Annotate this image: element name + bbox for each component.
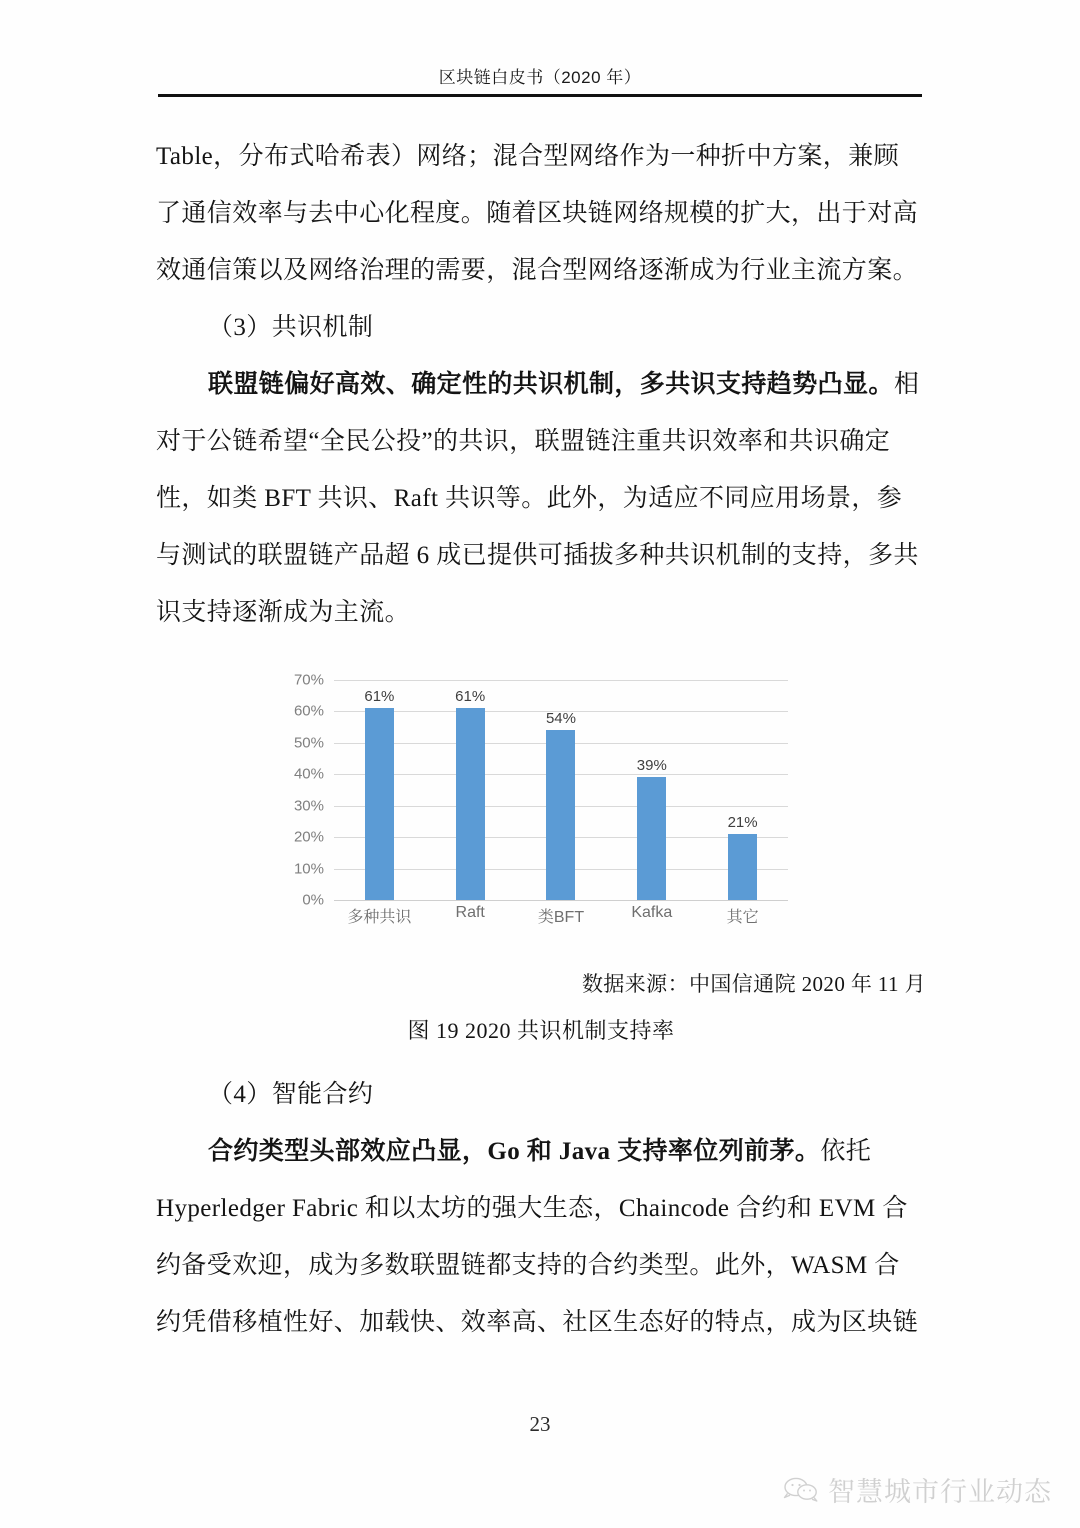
chart-bar-slot xyxy=(606,680,697,900)
running-header xyxy=(158,68,922,97)
chart-bar-slot xyxy=(334,680,425,900)
wechat-icon xyxy=(783,1476,819,1504)
chart-bar-slot xyxy=(516,680,607,900)
paragraph-line xyxy=(156,1123,926,1180)
paragraph-line: 效通信策以及网络治理的需要，混合型网络逐渐成为行业主流方案。 xyxy=(156,257,919,284)
chart-gridline xyxy=(334,900,788,901)
chart-bar xyxy=(456,708,485,900)
figure-chart xyxy=(286,672,794,940)
chart-y-tick-label: 0% xyxy=(302,891,324,909)
chart-y-axis xyxy=(286,671,328,909)
chart-bar-slot xyxy=(697,680,788,900)
section-heading-3: （3）共识机制 xyxy=(208,314,374,341)
chart-x-axis xyxy=(334,904,788,927)
chart-bar-value-label: 61% xyxy=(364,688,395,706)
bold-lead-text: 联盟链偏好高效、确定性的共识机制，多共识支持趋势凸显。 xyxy=(208,371,894,398)
header-divider xyxy=(158,94,922,97)
paragraph-line: 对于公链希望“全民公投”的共识，联盟链注重共识效率和共识确定 xyxy=(156,428,891,455)
chart-y-tick-label: 50% xyxy=(293,734,324,752)
chart-plot-area xyxy=(334,680,788,900)
chart-x-tick-label: 多种共识 xyxy=(347,909,412,926)
figure-caption: 图 19 2020 共识机制支持率 xyxy=(407,1018,675,1043)
chart-x-tick-label: Kafka xyxy=(631,904,673,921)
paragraph-line: 与测试的联盟链产品超 6 成已提供可插拔多种共识机制的支持，多共 xyxy=(156,542,919,569)
paragraph-line: 了通信效率与去中心化程度。随着区块链网络规模的扩大，出于对高 xyxy=(156,200,919,227)
body-text-lower xyxy=(156,1066,926,1351)
body-text-upper xyxy=(156,128,926,641)
chart-bar-slot xyxy=(425,680,516,900)
chart-x-tick-label: Raft xyxy=(455,904,485,921)
chart-x-tick-label: 其它 xyxy=(726,909,759,926)
bar-chart xyxy=(286,672,794,940)
header-title: 区块链白皮书（2020 年） xyxy=(438,68,642,87)
chart-bar xyxy=(728,834,757,900)
paragraph-line: 约备受欢迎，成为多数联盟链都支持的合约类型。此外，WASM 合 xyxy=(156,1252,900,1279)
watermark-text: 智慧城市行业动态 xyxy=(828,1477,1052,1507)
bold-lead-text: 合约类型头部效应凸显，Go 和 Java 支持率位列前茅。 xyxy=(208,1138,821,1165)
paragraph-text: 相 xyxy=(893,371,920,398)
chart-bar-value-label: 54% xyxy=(545,710,576,728)
figure-source-note: 数据来源：中国信通院 2020 年 11 月 xyxy=(581,972,926,996)
chart-bar-value-label: 39% xyxy=(636,757,667,775)
chart-y-tick-label: 30% xyxy=(293,797,324,815)
paragraph-line: Table，分布式哈希表）网络；混合型网络作为一种折中方案，兼顾 xyxy=(156,143,899,170)
chart-y-tick-label: 40% xyxy=(293,765,324,783)
paragraph-line: 约凭借移植性好、加载快、效率高、社区生态好的特点，成为区块链 xyxy=(156,1309,919,1336)
chart-x-tick-label: 类BFT xyxy=(537,909,585,926)
chart-y-tick-label: 20% xyxy=(293,828,324,846)
chart-bar xyxy=(365,708,394,900)
chart-y-tick-label: 70% xyxy=(293,671,324,689)
paragraph-line: Hyperledger Fabric 和以太坊的强大生态，Chaincode 合约和 EVM 合 xyxy=(156,1195,908,1222)
watermark xyxy=(783,1470,1052,1509)
page-number: 23 xyxy=(529,1412,551,1436)
chart-y-tick-label: 60% xyxy=(293,702,324,720)
paragraph-line: 识支持逐渐成为主流。 xyxy=(156,599,411,626)
paragraph-line: 性，如类 BFT 共识、Raft 共识等。此外，为适应不同应用场景，参 xyxy=(156,485,903,512)
paragraph-line xyxy=(156,356,926,413)
paragraph-text: 依托 xyxy=(820,1138,872,1165)
chart-bar xyxy=(637,777,666,900)
chart-bar xyxy=(546,730,575,900)
section-heading-4: （4）智能合约 xyxy=(208,1081,374,1108)
chart-y-tick-label: 10% xyxy=(293,860,324,878)
chart-bars xyxy=(334,680,788,900)
chart-bar-value-label: 61% xyxy=(455,688,486,706)
chart-bar-value-label: 21% xyxy=(727,814,758,831)
